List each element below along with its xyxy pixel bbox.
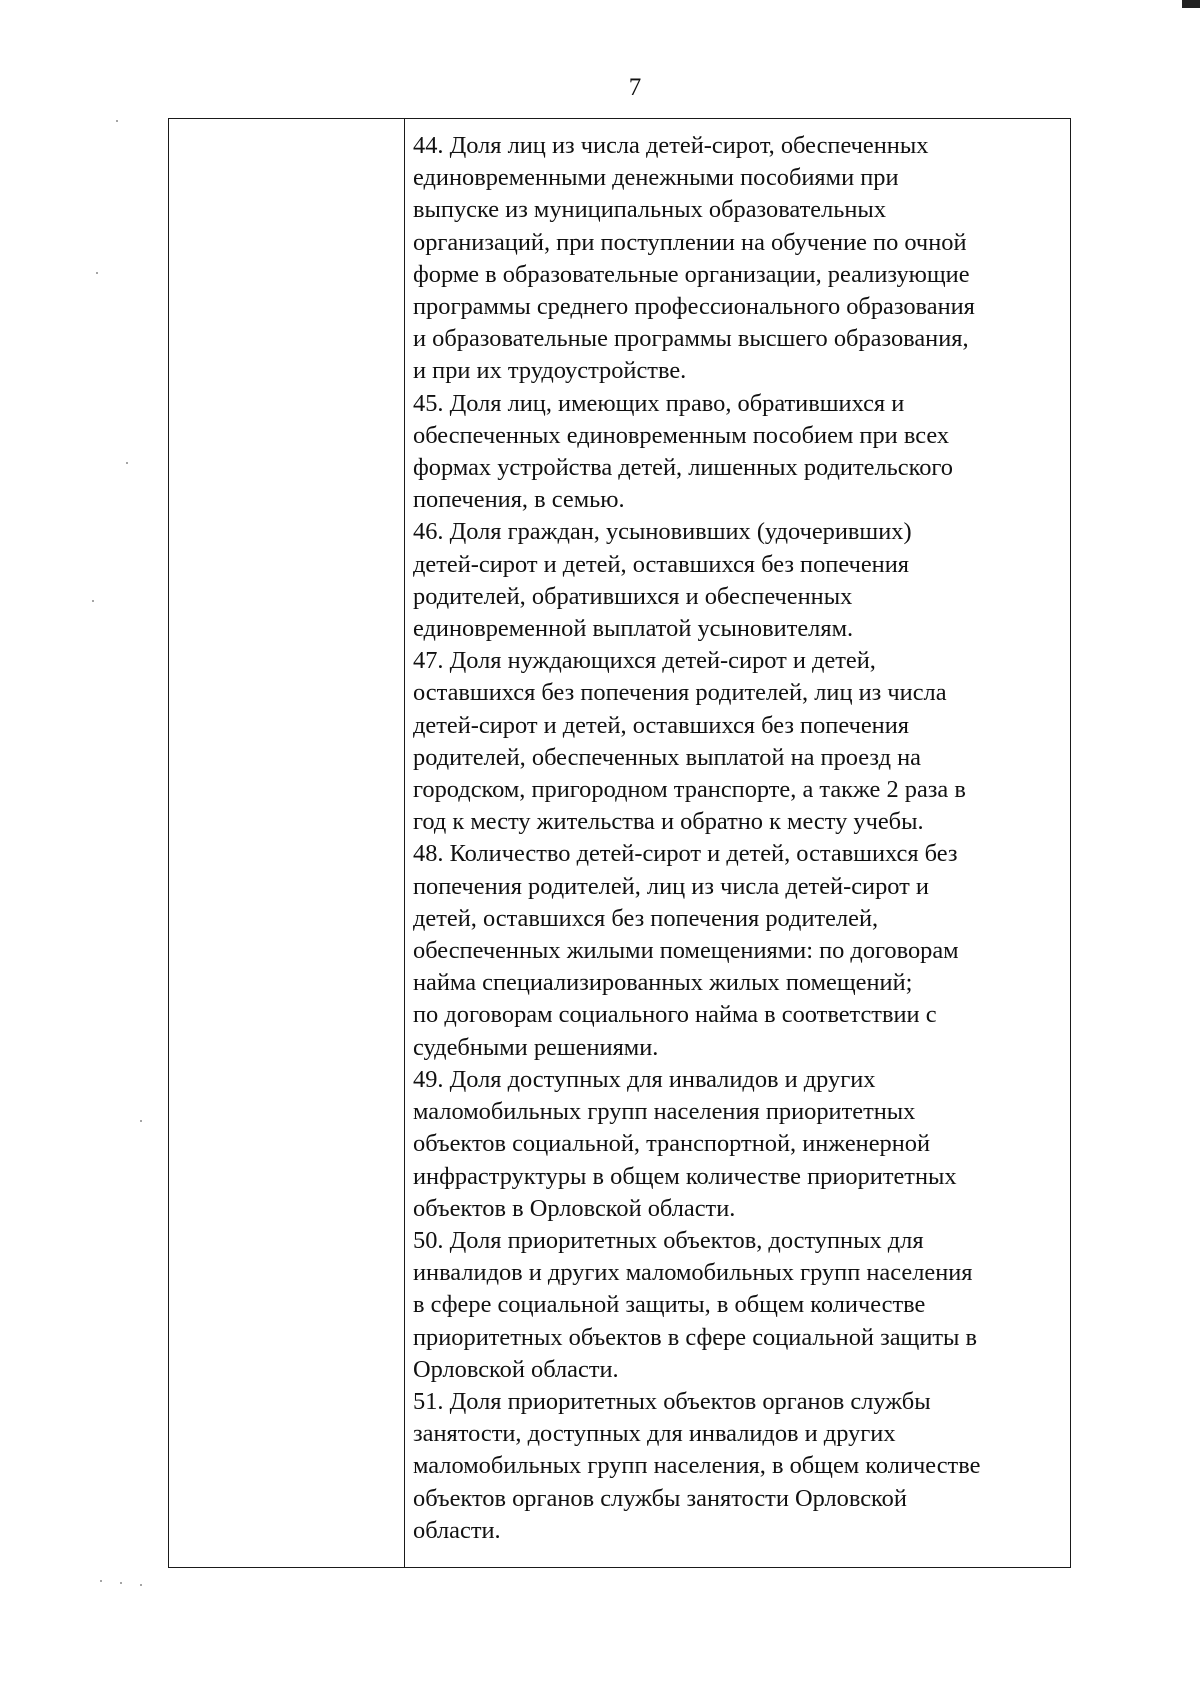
- indicator-item-45: 45. Доля лиц, имеющих право, обратившихся и обеспеченных единовременным пособием при всех формах устройства детей, лишенных родительского попечения, в семью.: [413, 389, 953, 514]
- scan-speck: [140, 1120, 142, 1122]
- scan-speck: [126, 462, 128, 464]
- indicator-item-51: 51. Доля приоритетных объектов органов службы занятости, доступных для инвалидов и других маломобильных групп населения, в общем количестве объектов органов службы занятости Орловской области.: [413, 1387, 981, 1544]
- scan-speck: [120, 1582, 122, 1584]
- scan-speck: [100, 1580, 102, 1582]
- indicator-item-50: 50. Доля приоритетных объектов, доступных для инвалидов и других маломобильных групп населения в сфере социальной защиты, в общем количестве приоритетных объектов в сфере социальной защиты в Орловской области.: [413, 1226, 978, 1383]
- scan-artifact-mark: [1182, 0, 1200, 8]
- scan-speck: [92, 600, 94, 602]
- page-number: 7: [628, 74, 642, 101]
- scan-speck: [140, 1584, 142, 1586]
- indicator-item-47: 47. Доля нуждающихся детей-сирот и детей, оставшихся без попечения родителей, лиц из числа детей-сирот и детей, оставшихся без попечения родителей, обеспеченных выплатой на проезд на городском, пригородном транспорте, а также 2 раза в год к месту жительства и обратно к месту учебы.: [413, 647, 966, 836]
- indicator-item-44: 44. Доля лиц из числа детей-сирот, обеспеченных единовременными денежными пособиями при выпуске из муниципальных образовательных организаций, при поступлении на обучение по очной форме в образовательные организации, реализующие программы среднего профессионального образования и образовательные программы высшего образования, и при их трудоустройстве.: [413, 132, 975, 385]
- indicator-table: [168, 118, 1071, 1568]
- scan-speck: [116, 120, 118, 122]
- table-left-cell: [169, 119, 405, 1567]
- table-right-cell: [405, 119, 1070, 1567]
- scan-speck: [96, 272, 98, 274]
- indicator-item-46: 46. Доля граждан, усыновивших (удочеривших) детей-сирот и детей, оставшихся без попечения родителей, обратившихся и обеспеченных единовременной выплатой усыновителям.: [413, 518, 912, 643]
- indicator-item-49: 49. Доля доступных для инвалидов и других маломобильных групп населения приоритетных объектов социальной, транспортной, инженерной инфраструктуры в общем количестве приоритетных объектов в Орловской области.: [413, 1065, 957, 1222]
- indicator-item-48: 48. Количество детей-сирот и детей, оставшихся без попечения родителей, лиц из числа детей-сирот и детей, оставшихся без попечения родителей, обеспеченных жилыми помещениями: по договорам найма специализированных жилых помещений; по договорам социального найма в соответствии с судебными решениями.: [413, 840, 959, 1061]
